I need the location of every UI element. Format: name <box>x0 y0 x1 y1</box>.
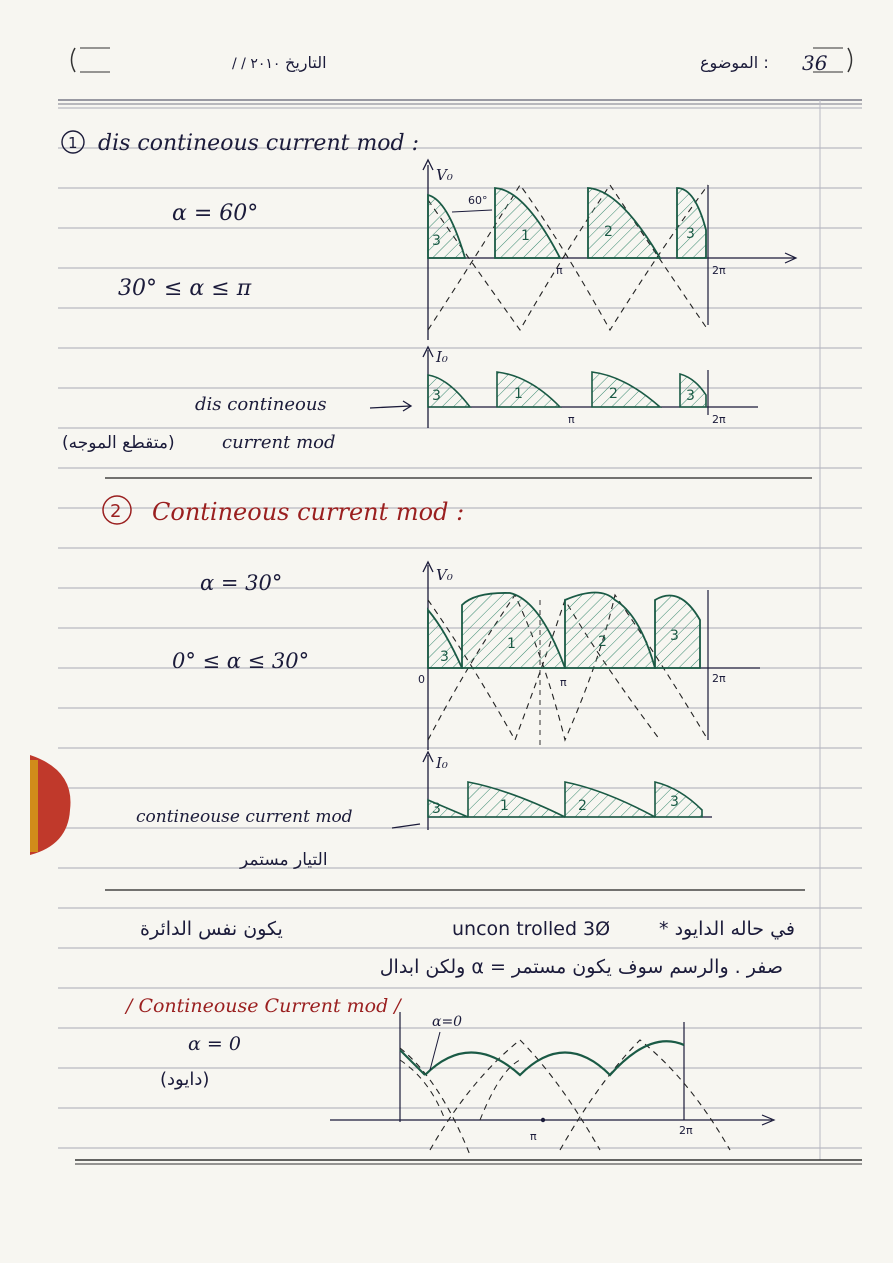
section-1-alpha: α = 60° <box>172 201 259 226</box>
note-line2: ولكن ابدال α = صفر . والرسم سوف يكون مستمر <box>379 956 783 978</box>
section-1 <box>62 131 796 453</box>
io-pi-label: π <box>568 413 575 426</box>
io-seg-label-1: 3 <box>432 388 441 404</box>
io-segment-2 <box>592 372 660 407</box>
page-number: 36 <box>802 51 828 75</box>
note-line1-mid: uncon trolled 3Ø <box>452 918 611 940</box>
diode-output-envelope <box>425 1041 684 1075</box>
vo2-seg-label-1: 3 <box>440 649 449 665</box>
io2-label: I₀ <box>436 754 448 772</box>
vo-pi-label: π <box>556 264 563 277</box>
note-line1-post: يكون نفس الدائرة <box>140 918 283 940</box>
section-2-range: 0° ≤ α ≤ 30° <box>172 649 310 673</box>
io-segment-1 <box>497 372 560 407</box>
mode-arrow <box>370 406 410 408</box>
angle-tag: 60° <box>468 194 488 207</box>
section-2-mode-label: contineouse current mod <box>136 807 353 827</box>
vo2-pi-label: π <box>560 676 567 689</box>
section-3 <box>124 918 795 1155</box>
alpha-top-label: α=0 <box>432 1014 463 1030</box>
io-label: I₀ <box>436 348 448 366</box>
vo2-seg-label-4: 3 <box>670 628 679 644</box>
ruled-lines <box>58 108 862 1148</box>
section-2-mode-arabic: التيار مستمر <box>240 850 328 870</box>
vo-segment-2 <box>588 188 660 258</box>
mode-arrow-2 <box>392 824 420 828</box>
vo-seg-label-3: 2 <box>604 224 613 240</box>
s3-2pi-label: 2π <box>679 1124 693 1137</box>
vo2-seg-label-2: 1 <box>507 636 516 652</box>
section-1-title: dis contineous current mod : <box>98 131 420 156</box>
io2-seg-label-2: 1 <box>500 798 509 814</box>
date-label: التاريخ <box>285 53 327 72</box>
section-1-number: 1 <box>68 134 78 152</box>
vo-seg-label-2: 1 <box>521 228 530 244</box>
note-line1-pre: * في حاله الدايود <box>659 918 795 940</box>
section-2 <box>103 496 760 870</box>
vo2-label: V₀ <box>436 566 453 584</box>
vo-label: V₀ <box>436 166 453 184</box>
section-1-mode-label: dis contineous <box>195 394 327 415</box>
vo2-segment-2 <box>565 593 655 669</box>
vo-seg-label-4: 3 <box>686 226 695 242</box>
section-3-graph <box>330 1012 774 1155</box>
diode-label: (دايود) <box>160 1069 210 1090</box>
vo-2pi-label: 2π <box>712 264 726 277</box>
io-seg-label-4: 3 <box>686 388 695 404</box>
s3-pi-label: π <box>530 1130 537 1143</box>
section-2-number: 2 <box>110 501 122 522</box>
section-2-io-graph <box>423 752 712 830</box>
section-1-range: 30° ≤ α ≤ π <box>118 276 252 301</box>
section-1-mode-arabic: (متقطع الموجه) <box>62 433 175 453</box>
header <box>72 48 852 75</box>
io2-seg-label-1: 3 <box>432 801 441 817</box>
subject-label: الموضوع : <box>700 53 769 72</box>
note-line3: / Contineouse Current mod / <box>126 995 401 1017</box>
vo2-seg-label-3: 2 <box>598 634 607 650</box>
section-2-title: Contineous current mod : <box>152 498 465 526</box>
io-seg-label-3: 2 <box>609 386 618 402</box>
io2-segment-1 <box>468 782 565 817</box>
section-3-alpha: α = 0 <box>188 1033 241 1055</box>
vo2-2pi-label: 2π <box>712 672 726 685</box>
origin-label: 0 <box>418 673 425 686</box>
date-value: / / ٢٠١٠ <box>232 56 281 72</box>
io-2pi-label: 2π <box>712 413 726 426</box>
io2-seg-label-3: 2 <box>578 798 587 814</box>
io-seg-label-2: 1 <box>514 386 523 402</box>
binder-tab-edge <box>30 760 38 852</box>
vo2-segment-1 <box>462 593 565 668</box>
io2-seg-label-4: 3 <box>670 794 679 810</box>
section-1-mode-suffix: current mod <box>222 432 336 453</box>
vo-segment-1 <box>495 188 560 258</box>
section-2-alpha: α = 30° <box>200 571 283 595</box>
vo-segment-3b <box>677 188 706 258</box>
vo-seg-label-1: 3 <box>432 233 441 249</box>
section-1-vo-graph <box>423 160 796 340</box>
section-2-vo-graph <box>418 562 760 750</box>
